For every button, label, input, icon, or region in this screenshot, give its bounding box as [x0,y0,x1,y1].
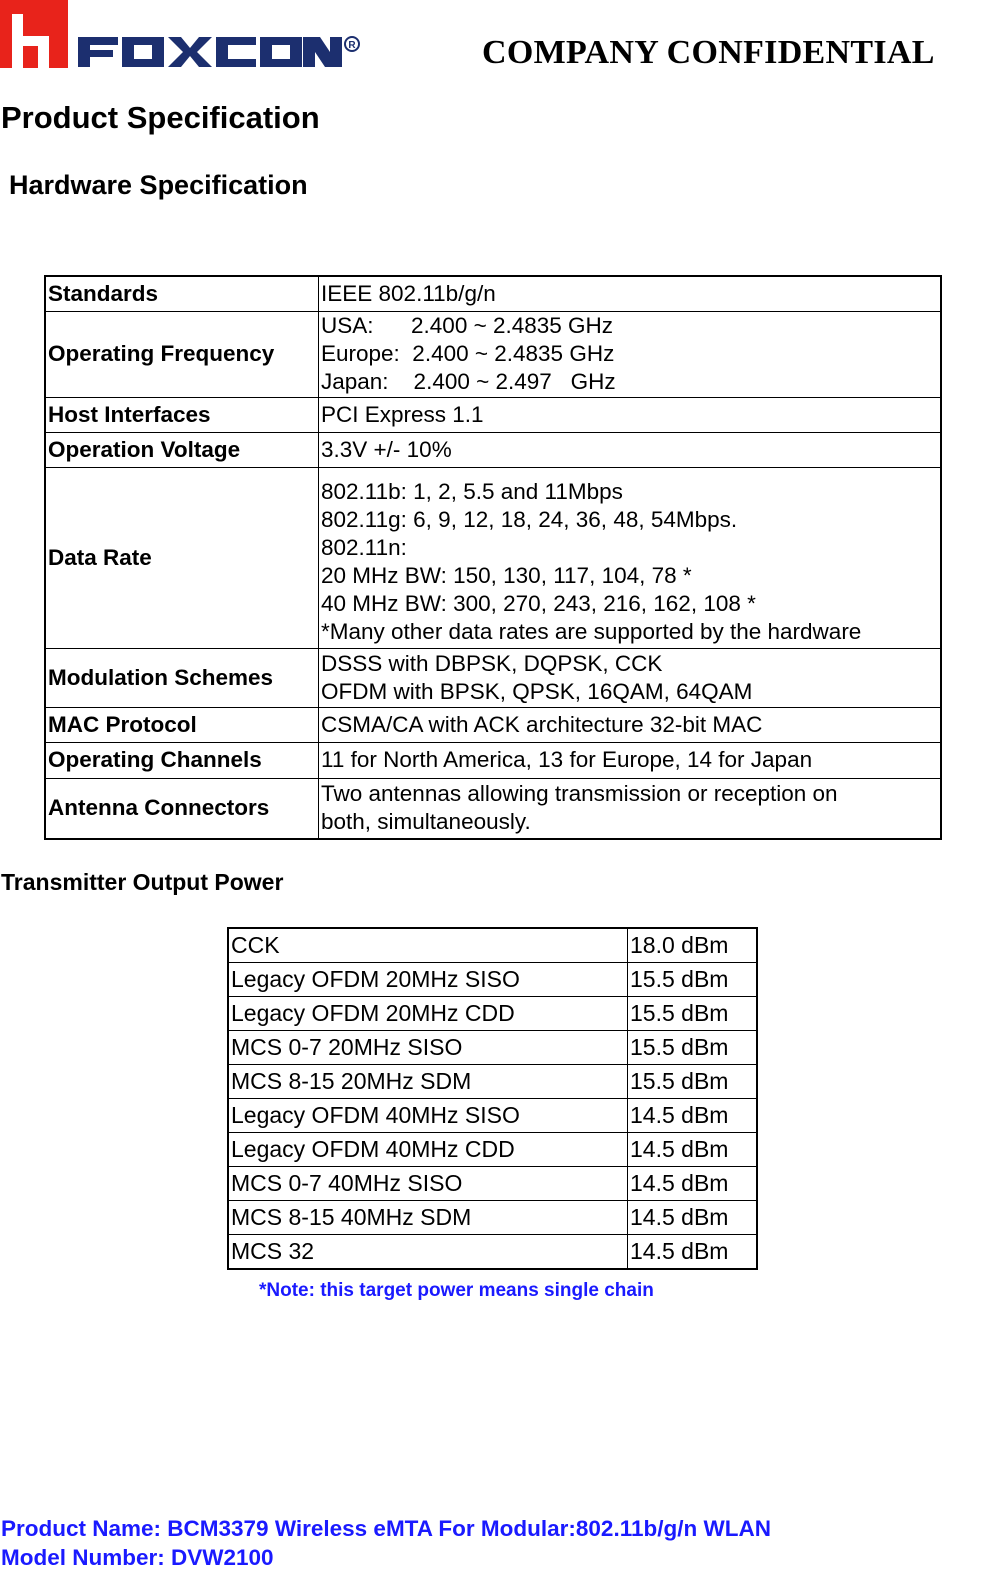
mac-protocol-value: CSMA/CA with ACK architecture 32-bit MAC [319,707,942,742]
modulation-schemes-label: Modulation Schemes [45,648,319,707]
tx-mode-cell: Legacy OFDM 20MHz CDD [228,997,628,1031]
standards-label: Standards [45,276,319,311]
data-rate-line: 802.11n: [321,534,407,560]
table-row [45,311,941,397]
table-row [228,1201,757,1235]
table-row [45,467,941,648]
table-row [45,707,941,742]
data-rate-value [319,467,942,648]
svg-text:R: R [348,40,356,51]
data-rate-line: *Many other data rates are supported by the hardware [321,618,862,644]
antenna-line: both, simultaneously. [321,809,531,835]
operation-voltage-label: Operation Voltage [45,432,319,467]
antenna-connectors-label: Antenna Connectors [45,778,319,839]
foxconn-mark-icon [0,0,68,68]
modulation-line: DSSS with DBPSK, DQPSK, CCK [321,650,663,676]
standards-value: IEEE 802.11b/g/n [319,276,942,311]
antenna-line: Two antennas allowing transmission or reception on [321,781,838,807]
tx-mode-cell: MCS 32 [228,1235,628,1270]
table-row [228,1065,757,1099]
tx-power-cell: 14.5 dBm [628,1167,758,1201]
tx-power-cell: 18.0 dBm [628,928,758,963]
tx-power-table [227,927,758,1270]
table-row [228,1167,757,1201]
tx-power-cell: 14.5 dBm [628,1235,758,1270]
registered-mark-icon [345,37,359,51]
operating-channels-label: Operating Channels [45,742,319,778]
tx-power-cell: 15.5 dBm [628,963,758,997]
footer [1,1514,771,1572]
transmitter-output-power-title: Transmitter Output Power [1,869,284,895]
data-rate-line: 802.11b: 1, 2, 5.5 and 11Mbps [321,478,623,504]
table-row [228,1031,757,1065]
tx-power-cell: 15.5 dBm [628,997,758,1031]
tx-power-cell: 15.5 dBm [628,1065,758,1099]
table-row [228,963,757,997]
tx-mode-cell: Legacy OFDM 40MHz CDD [228,1133,628,1167]
data-rate-line: 802.11g: 6, 9, 12, 18, 24, 36, 48, 54Mbps. [321,506,738,532]
tx-power-note: *Note: this target power means single chain [259,1280,654,1301]
table-row [228,1235,757,1270]
tx-mode-cell: Legacy OFDM 20MHz SISO [228,963,628,997]
data-rate-line: 20 MHz BW: 150, 130, 117, 104, 78 * [321,562,692,588]
table-row [45,276,941,311]
data-rate-label: Data Rate [45,467,319,648]
tx-mode-cell: CCK [228,928,628,963]
tx-power-cell: 14.5 dBm [628,1099,758,1133]
table-row [45,778,941,839]
company-confidential-label: COMPANY CONFIDENTIAL [482,34,935,71]
tx-mode-cell: MCS 8-15 20MHz SDM [228,1065,628,1099]
table-row [45,397,941,432]
frequency-europe: Europe: 2.400 ~ 2.4835 GHz [321,341,615,366]
operating-frequency-value [319,311,942,397]
table-row [228,997,757,1031]
operating-frequency-label: Operating Frequency [45,311,319,397]
tx-power-cell: 15.5 dBm [628,1031,758,1065]
table-row [228,1133,757,1167]
data-rate-line: 40 MHz BW: 300, 270, 243, 216, 162, 108 * [321,590,756,616]
tx-mode-cell: Legacy OFDM 40MHz SISO [228,1099,628,1133]
product-name: Product Name: BCM3379 Wireless eMTA For Modular:802.11b/g/n WLAN [1,1516,771,1541]
tx-mode-cell: MCS 0-7 20MHz SISO [228,1031,628,1065]
tx-mode-cell: MCS 8-15 40MHz SDM [228,1201,628,1235]
foxconn-wordmark [78,37,342,67]
foxconn-logo [0,0,362,70]
antenna-connectors-value [319,778,942,839]
tx-mode-cell: MCS 0-7 40MHz SISO [228,1167,628,1201]
product-specification-title: Product Specification [1,100,320,135]
operation-voltage-value: 3.3V +/- 10% [319,432,942,467]
hardware-specification-title: Hardware Specification [9,170,308,200]
table-row [45,742,941,778]
table-row [228,1099,757,1133]
frequency-japan: Japan: 2.400 ~ 2.497 GHz [321,369,616,394]
modulation-line: OFDM with BPSK, QPSK, 16QAM, 64QAM [321,678,753,704]
table-row [45,432,941,467]
table-row [45,648,941,707]
mac-protocol-label: MAC Protocol [45,707,319,742]
model-number: Model Number: DVW2100 [1,1545,274,1570]
tx-power-cell: 14.5 dBm [628,1201,758,1235]
table-row [228,928,757,963]
host-interfaces-value: PCI Express 1.1 [319,397,942,432]
host-interfaces-label: Host Interfaces [45,397,319,432]
frequency-usa: USA: 2.400 ~ 2.4835 GHz [321,313,614,338]
modulation-schemes-value [319,648,942,707]
tx-power-cell: 14.5 dBm [628,1133,758,1167]
operating-channels-value: 11 for North America, 13 for Europe, 14 for Japan [319,742,942,778]
hardware-spec-table [44,275,942,840]
